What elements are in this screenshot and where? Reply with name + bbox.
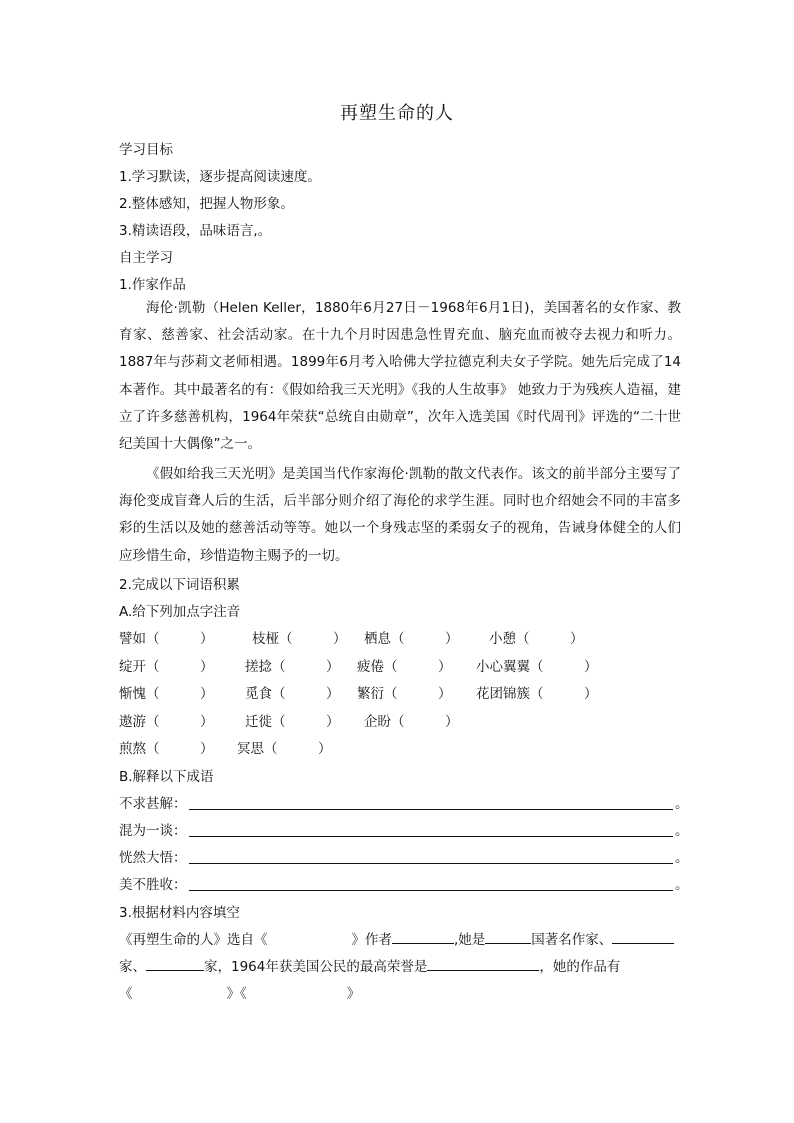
- pinyin-item[interactable]: 小憩（ ）: [489, 631, 584, 647]
- pinyin-row: [119, 682, 681, 702]
- period: 。: [675, 877, 689, 893]
- author-paragraph: 海伦·凯勒（Helen Keller，1880年6月27日－1968年6月1日)，美国著名的女作家、教育家、慈善家、社会活动家。在十九个月时因患急性胃充血、脑充血而被夺去视力和听力。1887年与莎莉文老师相遇。1899年6月考入哈佛大学拉德克利夫女子学院。她先后完成了14本著作。其中最著名的有：《假如给我三天光明》《我的人生故事》 她致力于为残疾人造福，建立了许多慈善机构，1964年荣获“总统自由勋章”，次年入选美国《时代周刊》评选的“二十世纪美国十大偶像”之一。: [119, 300, 681, 453]
- pinyin-item[interactable]: 栖息（ ）: [364, 631, 459, 647]
- author-blank[interactable]: [392, 929, 454, 944]
- pinyin-row: [119, 627, 681, 647]
- page-title: 再塑生命的人: [340, 103, 454, 124]
- idiom-definition-row: [119, 846, 689, 866]
- pinyin-item[interactable]: 惭愧（ ）: [119, 686, 214, 702]
- pinyin-item[interactable]: 譬如（ ）: [119, 631, 214, 647]
- fill-text: 》: [346, 986, 361, 1002]
- answer-line[interactable]: [189, 836, 673, 837]
- pinyin-item[interactable]: 遨游（ ）: [119, 714, 214, 730]
- fill-text: 家，1964年获美国公民的最高荣誉是: [204, 959, 428, 975]
- fill-text: 《: [119, 986, 133, 1002]
- pinyin-row: [119, 710, 681, 730]
- period: 。: [675, 850, 689, 866]
- role-blank[interactable]: [146, 956, 204, 971]
- idiom-label: 美不胜收：: [119, 877, 187, 893]
- answer-line[interactable]: [189, 863, 673, 864]
- idiom-label: 混为一谈：: [119, 823, 187, 839]
- answer-line[interactable]: [189, 809, 673, 810]
- goal-item: 1.学习默读，逐步提高阅读速度。: [119, 169, 321, 185]
- period: 。: [675, 796, 689, 812]
- vocab-heading: 2.完成以下词语积累: [119, 577, 240, 593]
- fill-text: 《再塑生命的人》选自《: [119, 932, 268, 948]
- fill-text: 国著名作家、: [531, 932, 613, 948]
- pinyin-item[interactable]: 枝桠（ ）: [252, 631, 347, 647]
- fill-text: ,她是: [454, 932, 486, 948]
- pinyin-item[interactable]: 迁徙（ ）: [245, 714, 340, 730]
- idiom-definition-row: [119, 873, 689, 893]
- country-blank[interactable]: [485, 929, 531, 944]
- fill-line: [119, 928, 681, 948]
- goals-heading: 学习目标: [119, 142, 173, 158]
- idiom-heading: B.解释以下成语: [119, 769, 214, 785]
- idiom-definition-row: [119, 792, 689, 812]
- answer-line[interactable]: [189, 890, 673, 891]
- pinyin-item[interactable]: 绽开（ ）: [119, 659, 214, 675]
- author-heading: 1.作家作品: [119, 277, 186, 293]
- pinyin-item[interactable]: 煎熬（ ）: [119, 741, 214, 757]
- goal-item: 3.精读语段，品味语言,。: [119, 223, 272, 239]
- pinyin-row: [119, 655, 681, 675]
- idiom-definition-row: [119, 819, 689, 839]
- pinyin-item[interactable]: 搓捻（ ）: [245, 659, 340, 675]
- idiom-label: 恍然大悟：: [119, 850, 187, 866]
- fill-text: ，她的作品有: [539, 959, 621, 975]
- honor-blank[interactable]: [427, 956, 539, 971]
- goal-item: 2.整体感知，把握人物形象。: [119, 196, 294, 212]
- fill-line: [119, 955, 681, 975]
- period: 。: [675, 823, 689, 839]
- pinyin-item[interactable]: 繁衍（ ）: [357, 686, 452, 702]
- pinyin-row: [119, 737, 681, 757]
- role-blank[interactable]: [612, 929, 674, 944]
- fill-heading: 3.根据材料内容填空: [119, 905, 240, 921]
- pinyin-item[interactable]: 企盼（ ）: [364, 714, 459, 730]
- fill-text: 》《: [226, 986, 247, 1002]
- pinyin-item[interactable]: 疲倦（ ）: [357, 659, 452, 675]
- idiom-label: 不求甚解：: [119, 796, 187, 812]
- self-study-heading: 自主学习: [119, 250, 173, 266]
- pinyin-item[interactable]: 花团锦簇（ ）: [476, 686, 598, 702]
- pinyin-item[interactable]: 觅食（ ）: [245, 686, 340, 702]
- pinyin-item[interactable]: 冥思（ ）: [237, 741, 332, 757]
- fill-line: [119, 982, 681, 1002]
- work-paragraph: 《假如给我三天光明》是美国当代作家海伦·凯勒的散文代表作。该文的前半部分主要写了海伦变成盲聋人后的生活，后半部分则介绍了海伦的求学生涯。同时也介绍她会不同的丰富多彩的生活以及她的慈善活动等等。她以一个身残志坚的柔弱女子的视角，告诫身体健全的人们应珍惜生命，珍惜造物主赐予的一切。: [119, 466, 681, 564]
- pinyin-heading: A.给下列加点字注音: [119, 604, 241, 620]
- fill-text: 家、: [119, 959, 146, 975]
- fill-text: 》作者: [351, 932, 392, 948]
- pinyin-item[interactable]: 小心翼翼（ ）: [476, 659, 598, 675]
